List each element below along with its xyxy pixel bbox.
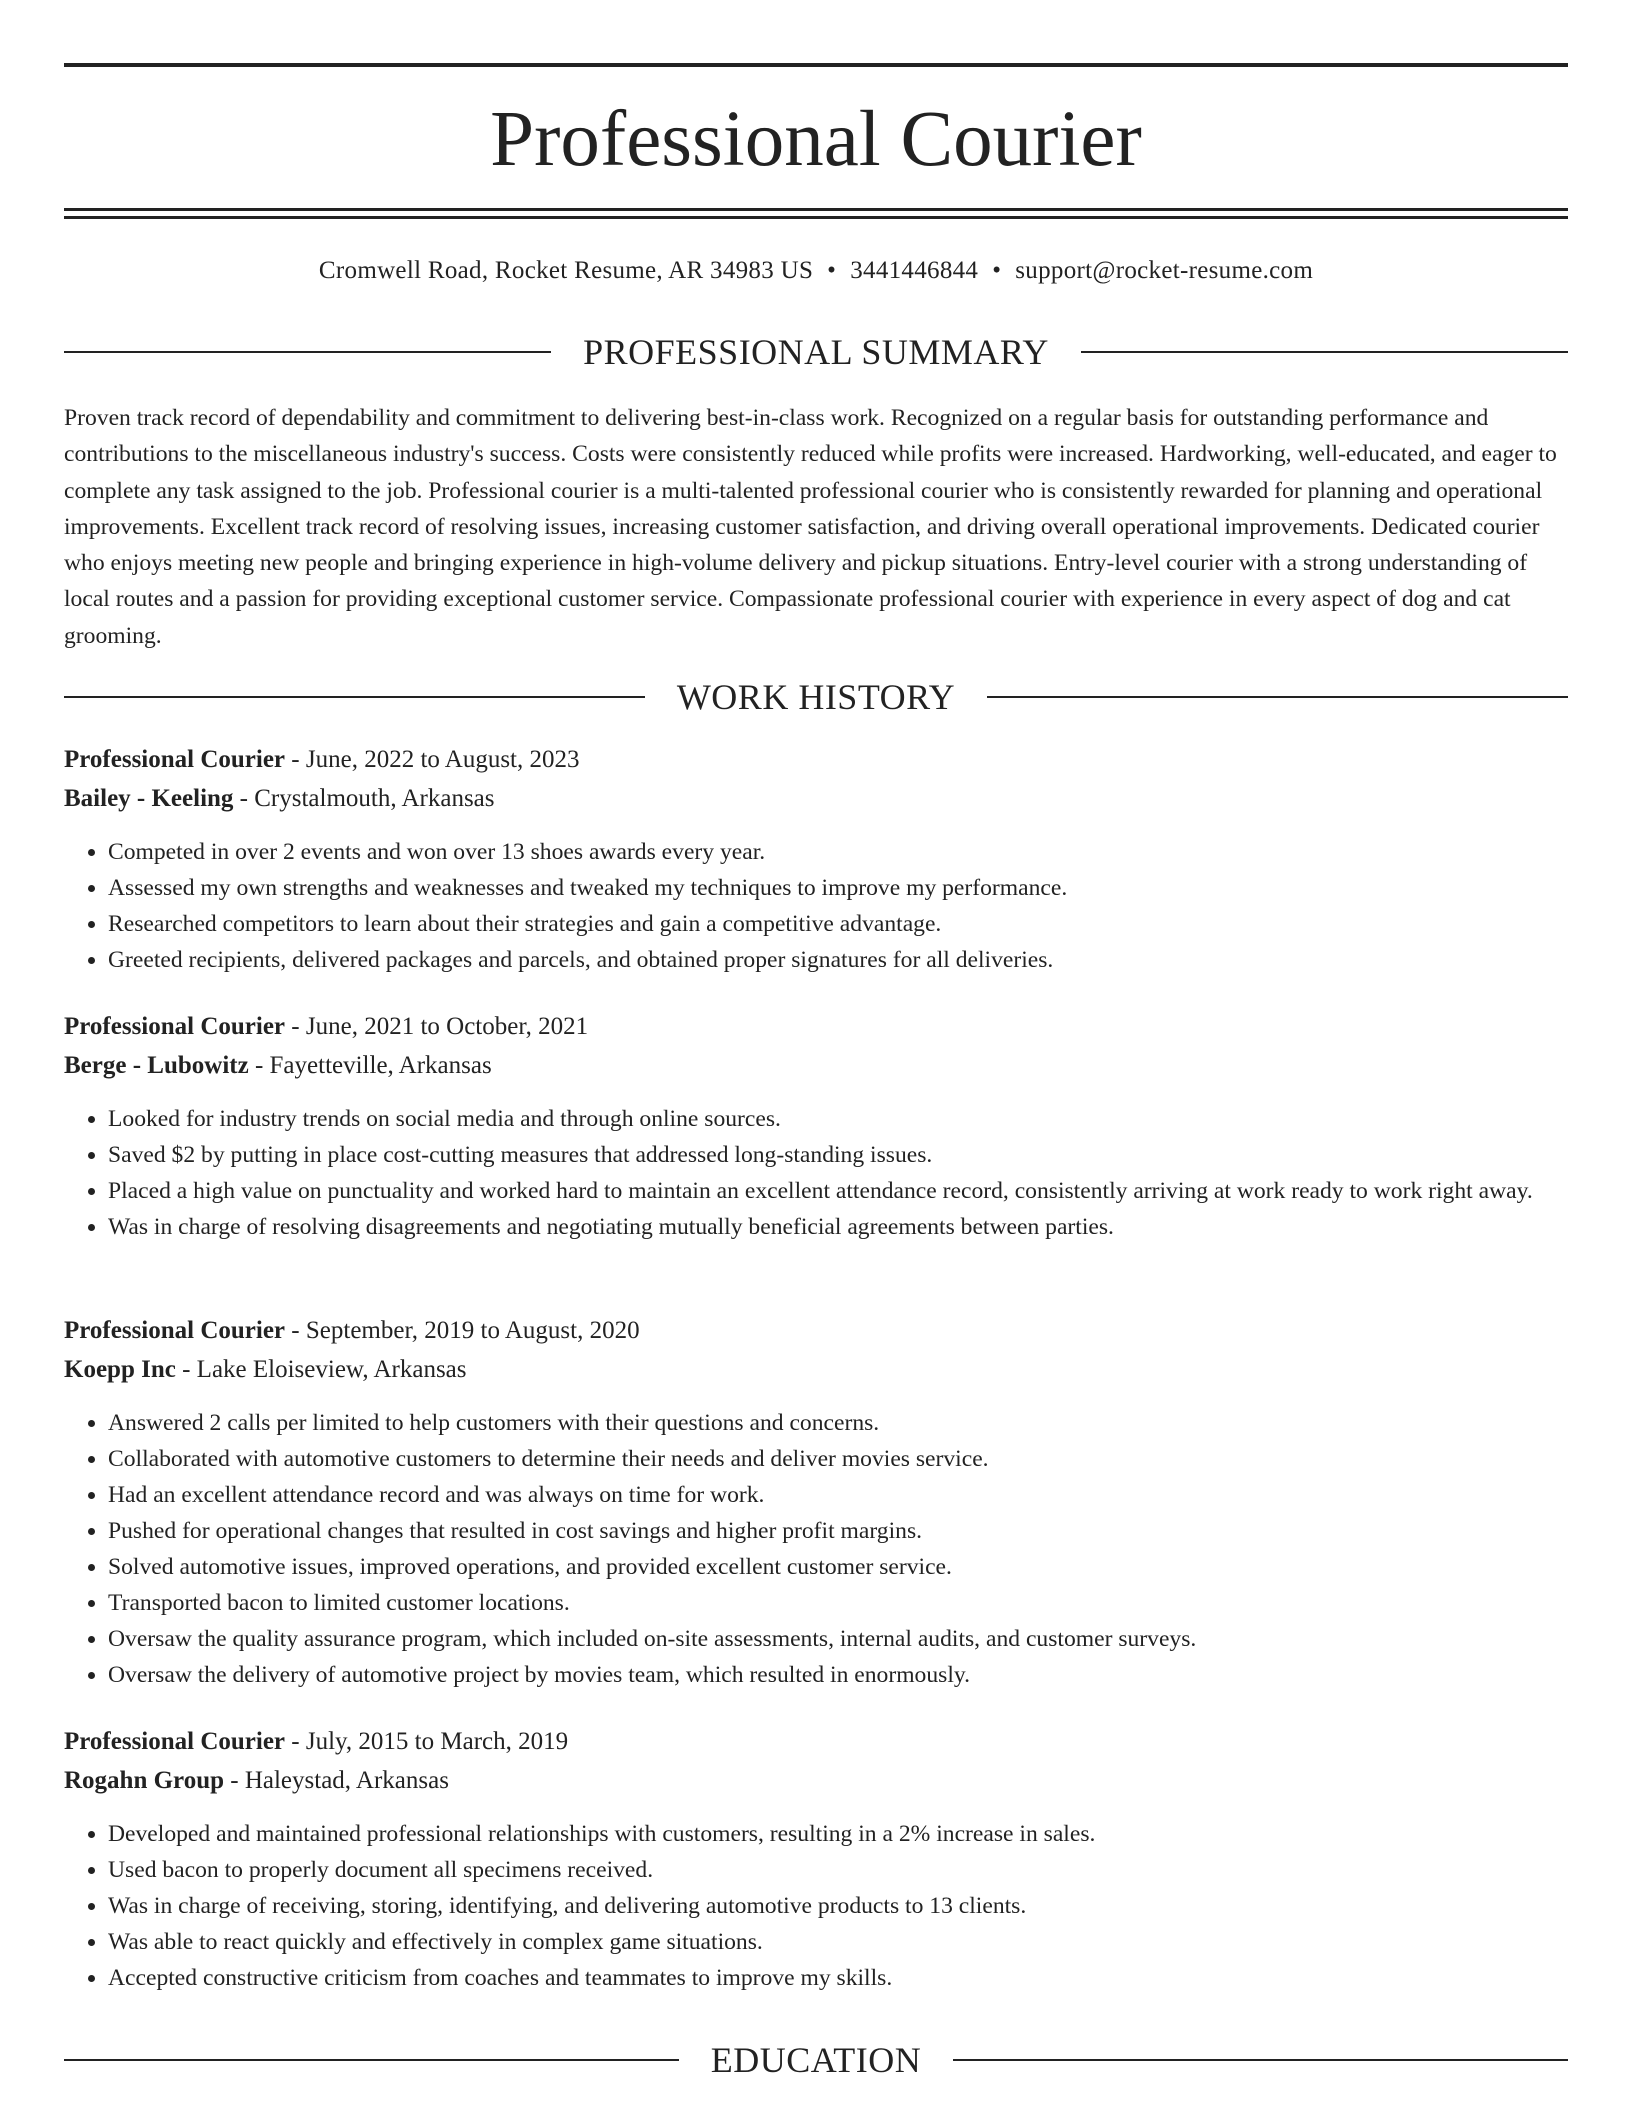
job-dates: - September, 2019 to August, 2020	[285, 1317, 640, 1344]
heading-rule-right	[953, 2059, 1568, 2061]
job-company-line	[64, 1762, 1568, 1801]
job-title-line	[64, 1008, 1568, 1047]
heading-rule-left	[64, 351, 551, 353]
heading-rule-left	[64, 2059, 679, 2061]
list-item: • Oversaw the delivery of automotive project by movies team, which resulted in enormously.	[108, 1657, 1568, 1693]
list-item: • Oversaw the quality assurance program, which included on-site assessments, internal audits, and customer surveys.	[108, 1621, 1568, 1657]
list-item: • Was able to react quickly and effectively in complex game situations.	[108, 1924, 1568, 1960]
list-item: • Saved $2 by putting in place cost-cutting measures that addressed long-standing issues.	[108, 1137, 1568, 1173]
section-title: EDUCATION	[710, 2040, 922, 2080]
job-dates: - July, 2015 to March, 2019	[285, 1728, 569, 1755]
job-location: - Crystalmouth, Arkansas	[233, 784, 495, 812]
heading-rule-right	[987, 696, 1568, 698]
job-dates: - June, 2021 to October, 2021	[285, 1013, 589, 1040]
contact-line	[64, 254, 1568, 288]
job-location: - Fayetteville, Arkansas	[248, 1051, 492, 1079]
job-company-line	[64, 1351, 1568, 1390]
list-item: • Placed a high value on punctuality and worked hard to maintain an excellent attendance record, consistently arriving at work ready to work right away.	[108, 1173, 1568, 1209]
resume-name: Professional Courier	[490, 96, 1142, 183]
header-top-rule	[64, 63, 1568, 67]
heading-rule-left	[64, 696, 645, 698]
contact-phone: 3441446844	[850, 257, 979, 284]
list-item: • Transported bacon to limited customer locations.	[108, 1585, 1568, 1621]
list-item: • Was in charge of receiving, storing, identifying, and delivering automotive products to 13 clients.	[108, 1888, 1568, 1924]
list-item: • Collaborated with automotive customers to determine their needs and deliver movies service.	[108, 1441, 1568, 1477]
job-dates: - June, 2022 to August, 2023	[285, 746, 580, 773]
summary-text: Proven track record of dependability and commitment to delivering best-in-class work. Recognized on a regular basis for outstanding performance and contributions to the miscellaneous industry's success. Costs were consistently reduced while profits were increased. Hardworking, well-educated, and eager to complete any task assigned to the job. Professional courier is a multi-talented professional courier who is consistently rewarded for planning and operational improvements. Excellent track record of resolving issues, increasing customer satisfaction, and driving overall operational improvements. Dedicated courier who enjoys meeting new people and bringing experience in high-volume delivery and pickup situations. Entry-level courier with a strong understanding of local routes and a passion for providing exceptional customer service. Compassionate professional courier with experience in every aspect of dog and cat grooming.	[64, 405, 1557, 649]
list-item: • Used bacon to properly document all specimens received.	[108, 1852, 1568, 1888]
section-title: PROFESSIONAL SUMMARY	[583, 332, 1049, 372]
list-item: • Greeted recipients, delivered packages and parcels, and obtained proper signatures for all deliveries.	[108, 942, 1568, 978]
header-rule-upper	[64, 208, 1568, 211]
job-title: Professional Courier	[64, 746, 286, 773]
list-item: • Solved automotive issues, improved operations, and provided excellent customer service.	[108, 1549, 1568, 1585]
job-title: Professional Courier	[64, 1728, 286, 1755]
list-item: • Competed in over 2 events and won over 13 shoes awards every year.	[108, 834, 1568, 870]
list-item: • Developed and maintained professional relationships with customers, resulting in a 2% increase in sales.	[108, 1816, 1568, 1852]
contact-separator: •	[827, 257, 837, 284]
job-entry	[64, 741, 1568, 978]
contact-separator: •	[992, 257, 1002, 284]
job-bullets	[64, 1101, 1568, 1245]
list-item: • Had an excellent attendance record and was always on time for work.	[108, 1477, 1568, 1513]
job-location: - Lake Eloiseview, Arkansas	[175, 1355, 467, 1383]
job-location: - Haleystad, Arkansas	[224, 1766, 449, 1794]
job-title-line	[64, 1312, 1568, 1351]
job-bullets	[64, 1405, 1568, 1693]
job-title: Professional Courier	[64, 1317, 286, 1344]
job-entry	[64, 1312, 1568, 1693]
list-item: • Researched competitors to learn about their strategies and gain a competitive advantage.	[108, 906, 1568, 942]
section-heading-education	[64, 2038, 1568, 2082]
list-item: • Looked for industry trends on social media and through online sources.	[108, 1101, 1568, 1137]
job-entry	[64, 1723, 1568, 1996]
list-item: • Answered 2 calls per limited to help customers with their questions and concerns.	[108, 1405, 1568, 1441]
job-title-line	[64, 741, 1568, 780]
contact-email: support@rocket-resume.com	[1015, 257, 1314, 284]
section-title: WORK HISTORY	[676, 677, 956, 717]
job-company: Koepp Inc	[64, 1355, 176, 1383]
list-item: • Pushed for operational changes that resulted in cost savings and higher profit margins.	[108, 1513, 1568, 1549]
job-company: Berge - Lubowitz	[64, 1051, 249, 1079]
section-heading-work-history	[64, 675, 1568, 719]
job-bullets	[64, 834, 1568, 978]
list-item: • Assessed my own strengths and weaknesses and tweaked my techniques to improve my performance.	[108, 870, 1568, 906]
job-company-line	[64, 1047, 1568, 1086]
job-company: Bailey - Keeling	[64, 784, 234, 812]
job-company-line	[64, 780, 1568, 819]
section-heading-summary	[64, 330, 1568, 374]
list-item: • Was in charge of resolving disagreements and negotiating mutually beneficial agreements between parties.	[108, 1209, 1568, 1245]
heading-rule-right	[1081, 351, 1568, 353]
list-item: • Accepted constructive criticism from coaches and teammates to improve my skills.	[108, 1960, 1568, 1996]
header-rule-lower	[64, 216, 1568, 219]
job-bullets	[64, 1816, 1568, 1996]
job-title: Professional Courier	[64, 1013, 286, 1040]
contact-address: Cromwell Road, Rocket Resume, AR 34983 US	[318, 257, 814, 284]
job-entry	[64, 1008, 1568, 1245]
job-company: Rogahn Group	[64, 1766, 225, 1794]
job-title-line	[64, 1723, 1568, 1762]
